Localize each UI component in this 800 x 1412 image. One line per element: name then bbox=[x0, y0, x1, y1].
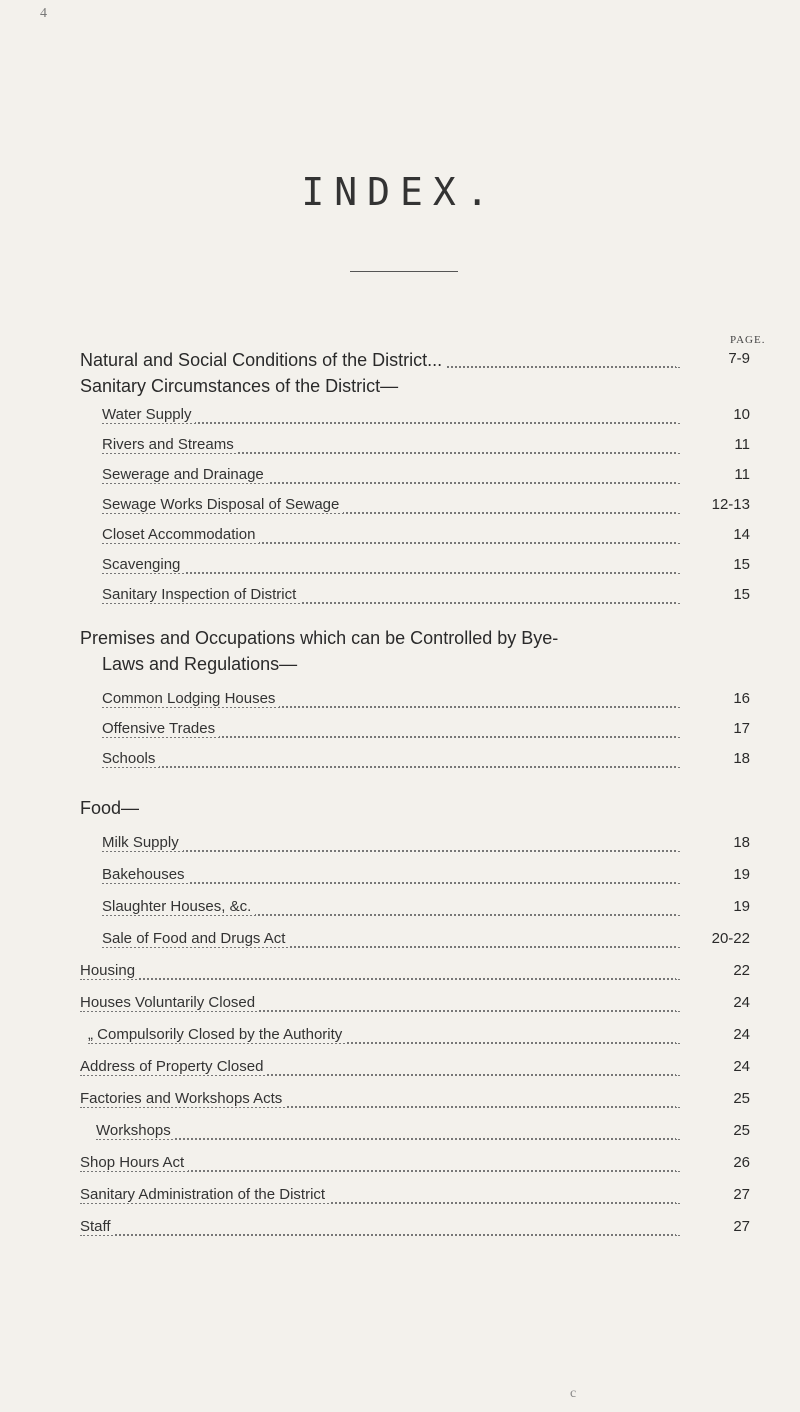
index-entry bbox=[0, 1122, 800, 1148]
index-entry bbox=[0, 1026, 800, 1052]
leader-dots bbox=[96, 1136, 680, 1140]
entry-page: 27 bbox=[676, 1186, 750, 1203]
leader-dots bbox=[80, 1232, 680, 1236]
entry-label: Natural and Social Conditions of the District... bbox=[80, 350, 446, 371]
entry-page: 24 bbox=[676, 994, 750, 1011]
entry-page: 16 bbox=[676, 690, 750, 707]
index-entry bbox=[0, 1154, 800, 1180]
index-heading bbox=[0, 654, 800, 680]
entry-page: 22 bbox=[676, 962, 750, 979]
index-entry bbox=[0, 350, 800, 376]
entry-label: Scavenging bbox=[102, 556, 184, 573]
entry-page: 7-9 bbox=[676, 350, 750, 367]
leader-dots bbox=[80, 976, 680, 980]
page-title: INDEX. bbox=[301, 170, 499, 214]
entry-label: Water Supply bbox=[102, 406, 195, 423]
entry-label: Common Lodging Houses bbox=[102, 690, 279, 707]
entry-page: 25 bbox=[676, 1122, 750, 1139]
entry-page: 15 bbox=[676, 556, 750, 573]
entry-page: 18 bbox=[676, 750, 750, 767]
index-entry bbox=[0, 1218, 800, 1244]
entry-page: 14 bbox=[676, 526, 750, 543]
entry-page: 19 bbox=[676, 866, 750, 883]
entry-label: Sanitary Administration of the District bbox=[80, 1186, 329, 1203]
index-entry bbox=[0, 556, 800, 582]
footer-mark: c bbox=[570, 1386, 577, 1401]
entry-page: 25 bbox=[676, 1090, 750, 1107]
entry-label: Premises and Occupations which can be Controlled by Bye- bbox=[80, 628, 562, 649]
entry-page: 10 bbox=[676, 406, 750, 423]
entry-label: Shop Hours Act bbox=[80, 1154, 188, 1171]
leader-dots bbox=[102, 880, 680, 884]
entry-label: Food— bbox=[80, 798, 143, 819]
entry-label: Address of Property Closed bbox=[80, 1058, 267, 1075]
index-entry bbox=[0, 436, 800, 462]
index-heading bbox=[0, 798, 800, 824]
entry-label: Offensive Trades bbox=[102, 720, 219, 737]
entry-label: Milk Supply bbox=[102, 834, 183, 851]
index-entry bbox=[0, 834, 800, 860]
entry-label: Rivers and Streams bbox=[102, 436, 238, 453]
title-rule bbox=[350, 271, 458, 272]
entry-label: „ Compulsorily Closed by the Authority bbox=[88, 1026, 346, 1043]
entry-page: 20-22 bbox=[676, 930, 750, 947]
entry-label: Sewage Works Disposal of Sewage bbox=[102, 496, 343, 513]
index-entry bbox=[0, 1090, 800, 1116]
entry-label: Bakehouses bbox=[102, 866, 189, 883]
entry-page: 11 bbox=[676, 466, 750, 483]
entry-label: Closet Accommodation bbox=[102, 526, 259, 543]
leader-dots bbox=[102, 764, 680, 768]
entry-page: 12-13 bbox=[676, 496, 750, 513]
index-entry bbox=[0, 496, 800, 522]
index-entry bbox=[0, 406, 800, 432]
entry-page: 19 bbox=[676, 898, 750, 915]
index-entry bbox=[0, 586, 800, 612]
entry-page: 27 bbox=[676, 1218, 750, 1235]
index-entry bbox=[0, 994, 800, 1020]
index-entry bbox=[0, 720, 800, 746]
entry-label: Sale of Food and Drugs Act bbox=[102, 930, 289, 947]
index-entry bbox=[0, 1186, 800, 1212]
entry-label: Sanitary Inspection of District bbox=[102, 586, 300, 603]
index-entry bbox=[0, 466, 800, 492]
entry-label: Laws and Regulations— bbox=[102, 654, 301, 675]
entry-page: 11 bbox=[676, 436, 750, 453]
index-entry bbox=[0, 690, 800, 716]
page-column-heading: PAGE. bbox=[730, 334, 766, 346]
index-entry bbox=[0, 526, 800, 552]
index-entry bbox=[0, 750, 800, 776]
entry-label: Houses Voluntarily Closed bbox=[80, 994, 259, 1011]
entry-label: Sewerage and Drainage bbox=[102, 466, 268, 483]
leader-dots bbox=[102, 848, 680, 852]
entry-label: Housing bbox=[80, 962, 139, 979]
entry-page: 18 bbox=[676, 834, 750, 851]
entry-label: Factories and Workshops Acts bbox=[80, 1090, 286, 1107]
entry-label: Workshops bbox=[96, 1122, 175, 1139]
entry-label: Schools bbox=[102, 750, 159, 767]
index-entry bbox=[0, 962, 800, 988]
page-mark: 4 bbox=[40, 6, 47, 21]
index-entry bbox=[0, 930, 800, 956]
index-entry bbox=[0, 866, 800, 892]
index-entry bbox=[0, 1058, 800, 1084]
leader-dots bbox=[102, 570, 680, 574]
entry-page: 24 bbox=[676, 1026, 750, 1043]
index-heading bbox=[0, 628, 800, 654]
entry-page: 24 bbox=[676, 1058, 750, 1075]
entry-page: 26 bbox=[676, 1154, 750, 1171]
index-heading bbox=[0, 376, 800, 402]
entry-page: 15 bbox=[676, 586, 750, 603]
index-entry bbox=[0, 898, 800, 924]
entry-label: Sanitary Circumstances of the District— bbox=[80, 376, 402, 397]
entry-label: Staff bbox=[80, 1218, 115, 1235]
entry-page: 17 bbox=[676, 720, 750, 737]
entry-label: Slaughter Houses, &c. bbox=[102, 898, 255, 915]
